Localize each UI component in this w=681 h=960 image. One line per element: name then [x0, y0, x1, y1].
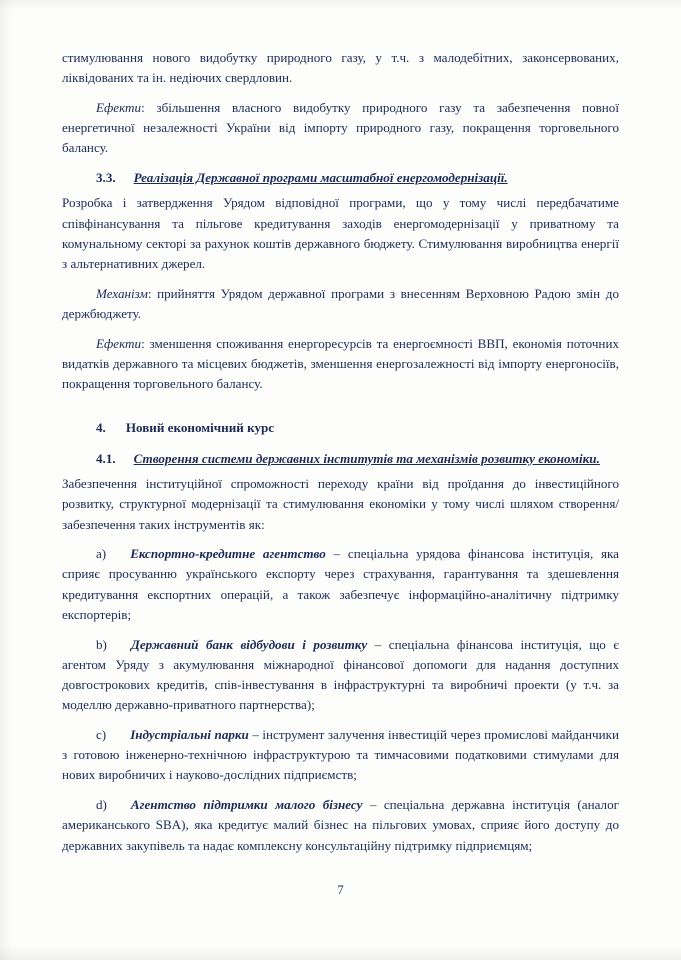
- list-item-c-title: Індустріальні парки: [130, 726, 249, 742]
- heading-4-1: [62, 449, 619, 469]
- paragraph-continued: стимулювання нового видобутку природного газу, у т.ч. з малодебітних, законсервованих, ліквідованих та ін. недіючих свердловин.: [62, 50, 619, 86]
- list-item-a: [62, 544, 619, 625]
- label-mechanism: Механізм: [96, 285, 148, 301]
- page-edge-shadow-left: [0, 0, 14, 960]
- page-number: 7: [337, 883, 344, 897]
- heading-section-4: [62, 418, 619, 438]
- heading-3-3-number: 3.3.: [96, 169, 116, 185]
- page-edge-shadow-top: [0, 0, 681, 10]
- list-item-c: [62, 725, 619, 786]
- list-item-a-title: Експортно-кредитне агентство: [130, 546, 326, 562]
- paragraph-effects-energy: [62, 334, 619, 395]
- paragraph-effects-gas-text: : збільшення власного видобутку природного газу та забезпечення повної енергетичної незалежності України від імпорту природного газу, покращення торговельного балансу.: [62, 99, 619, 156]
- paragraph-4-1-body: Забезпечення інституційної спроможності переходу країни від проїдання до інвестиційного розвитку, структурної модернізації та стимулювання економіки у тому числі шляхом створення/забезпечення таких інструментів як:: [62, 476, 619, 532]
- heading-4-1-title: Створення системи державних інститутів та механізмів розвитку економіки.: [133, 450, 600, 466]
- heading-3-3: [62, 168, 619, 188]
- list-item-b-text: – спеціальна фінансова інституція, що є агентом Уряду з акумулювання міжнародної фінансової допомоги для надання доступних довгострокових кредитів, спів-інвестування в інфраструктурні та виробничі проекти (у т.ч. за моделлю державно-приватного партнерства);: [62, 636, 619, 713]
- page-edge-shadow-bottom: [0, 944, 681, 960]
- heading-section-4-title: Новий економічний курс: [125, 420, 275, 436]
- label-effects-2: Ефекти: [96, 335, 142, 351]
- label-effects: Ефекти: [96, 99, 142, 115]
- list-item-a-text: – спеціальна урядова фінансова інституція, яка сприяє просуванню українського експорту через страхування, гарантування та здешевлення кредитування експортних операцій, а також забезпечує інформаційно-аналітичну підтримку експортерів;: [62, 546, 619, 623]
- heading-4-1-number: 4.1.: [96, 450, 116, 466]
- list-item-c-letter: c): [96, 726, 107, 742]
- heading-3-3-title: Реалізація Державної програми масштабної енергомодернізації.: [133, 169, 508, 185]
- paragraph-effects-energy-text: : зменшення споживання енергоресурсів та енергоємності ВВП, економія поточних видатків державного та місцевих бюджетів, зменшення енергозалежності від імпорту енергоносіїв, покращення торговельного балансу.: [62, 335, 619, 392]
- list-item-b-letter: b): [96, 636, 107, 652]
- list-item-d-text: – спеціальна державна інституція (аналог американського SBA), яка кредитує малий бізнес на пільгових умовах, сприяє його доступу до державних закупівель та надає комплексну консультаційну підтримку підприємцям;: [62, 797, 619, 853]
- list-item-d-letter: d): [96, 797, 107, 812]
- paragraph-mechanism-text: : прийняття Урядом державної програми з внесенням Верховною Радою змін до держбюджету.: [62, 285, 619, 322]
- list-item-c-text: – інструмент залучення інвестицій через промислові майданчики з готовою інженерно-технічною інфраструктурою та тимчасовими податковими стимулами для нових виробничих і науково-дослідних підприємств;: [62, 726, 619, 783]
- list-item-d-title: Агентство підтримки малого бізнесу: [130, 797, 363, 812]
- paragraph-effects-gas: [62, 98, 619, 159]
- heading-section-4-number: 4.: [96, 420, 106, 436]
- document-text-body: [62, 48, 619, 856]
- list-item-b-title: Державний банк відбудови і розвитку: [130, 636, 368, 652]
- list-item-b: [62, 635, 619, 716]
- paragraph-mechanism: [62, 284, 619, 325]
- list-item-a-letter: a): [96, 546, 107, 562]
- list-item-d: [62, 795, 619, 856]
- paragraph-3-3-body: Розробка і затвердження Урядом відповідної програми, що у тому числі передбачатиме співфінансування та пільгове кредитування заходів енергомодернізації у приватному та комунальному секторі за рахунок коштів державного бюджету. Стимулювання виробництва енергії з альтернативних джерел.: [62, 195, 619, 272]
